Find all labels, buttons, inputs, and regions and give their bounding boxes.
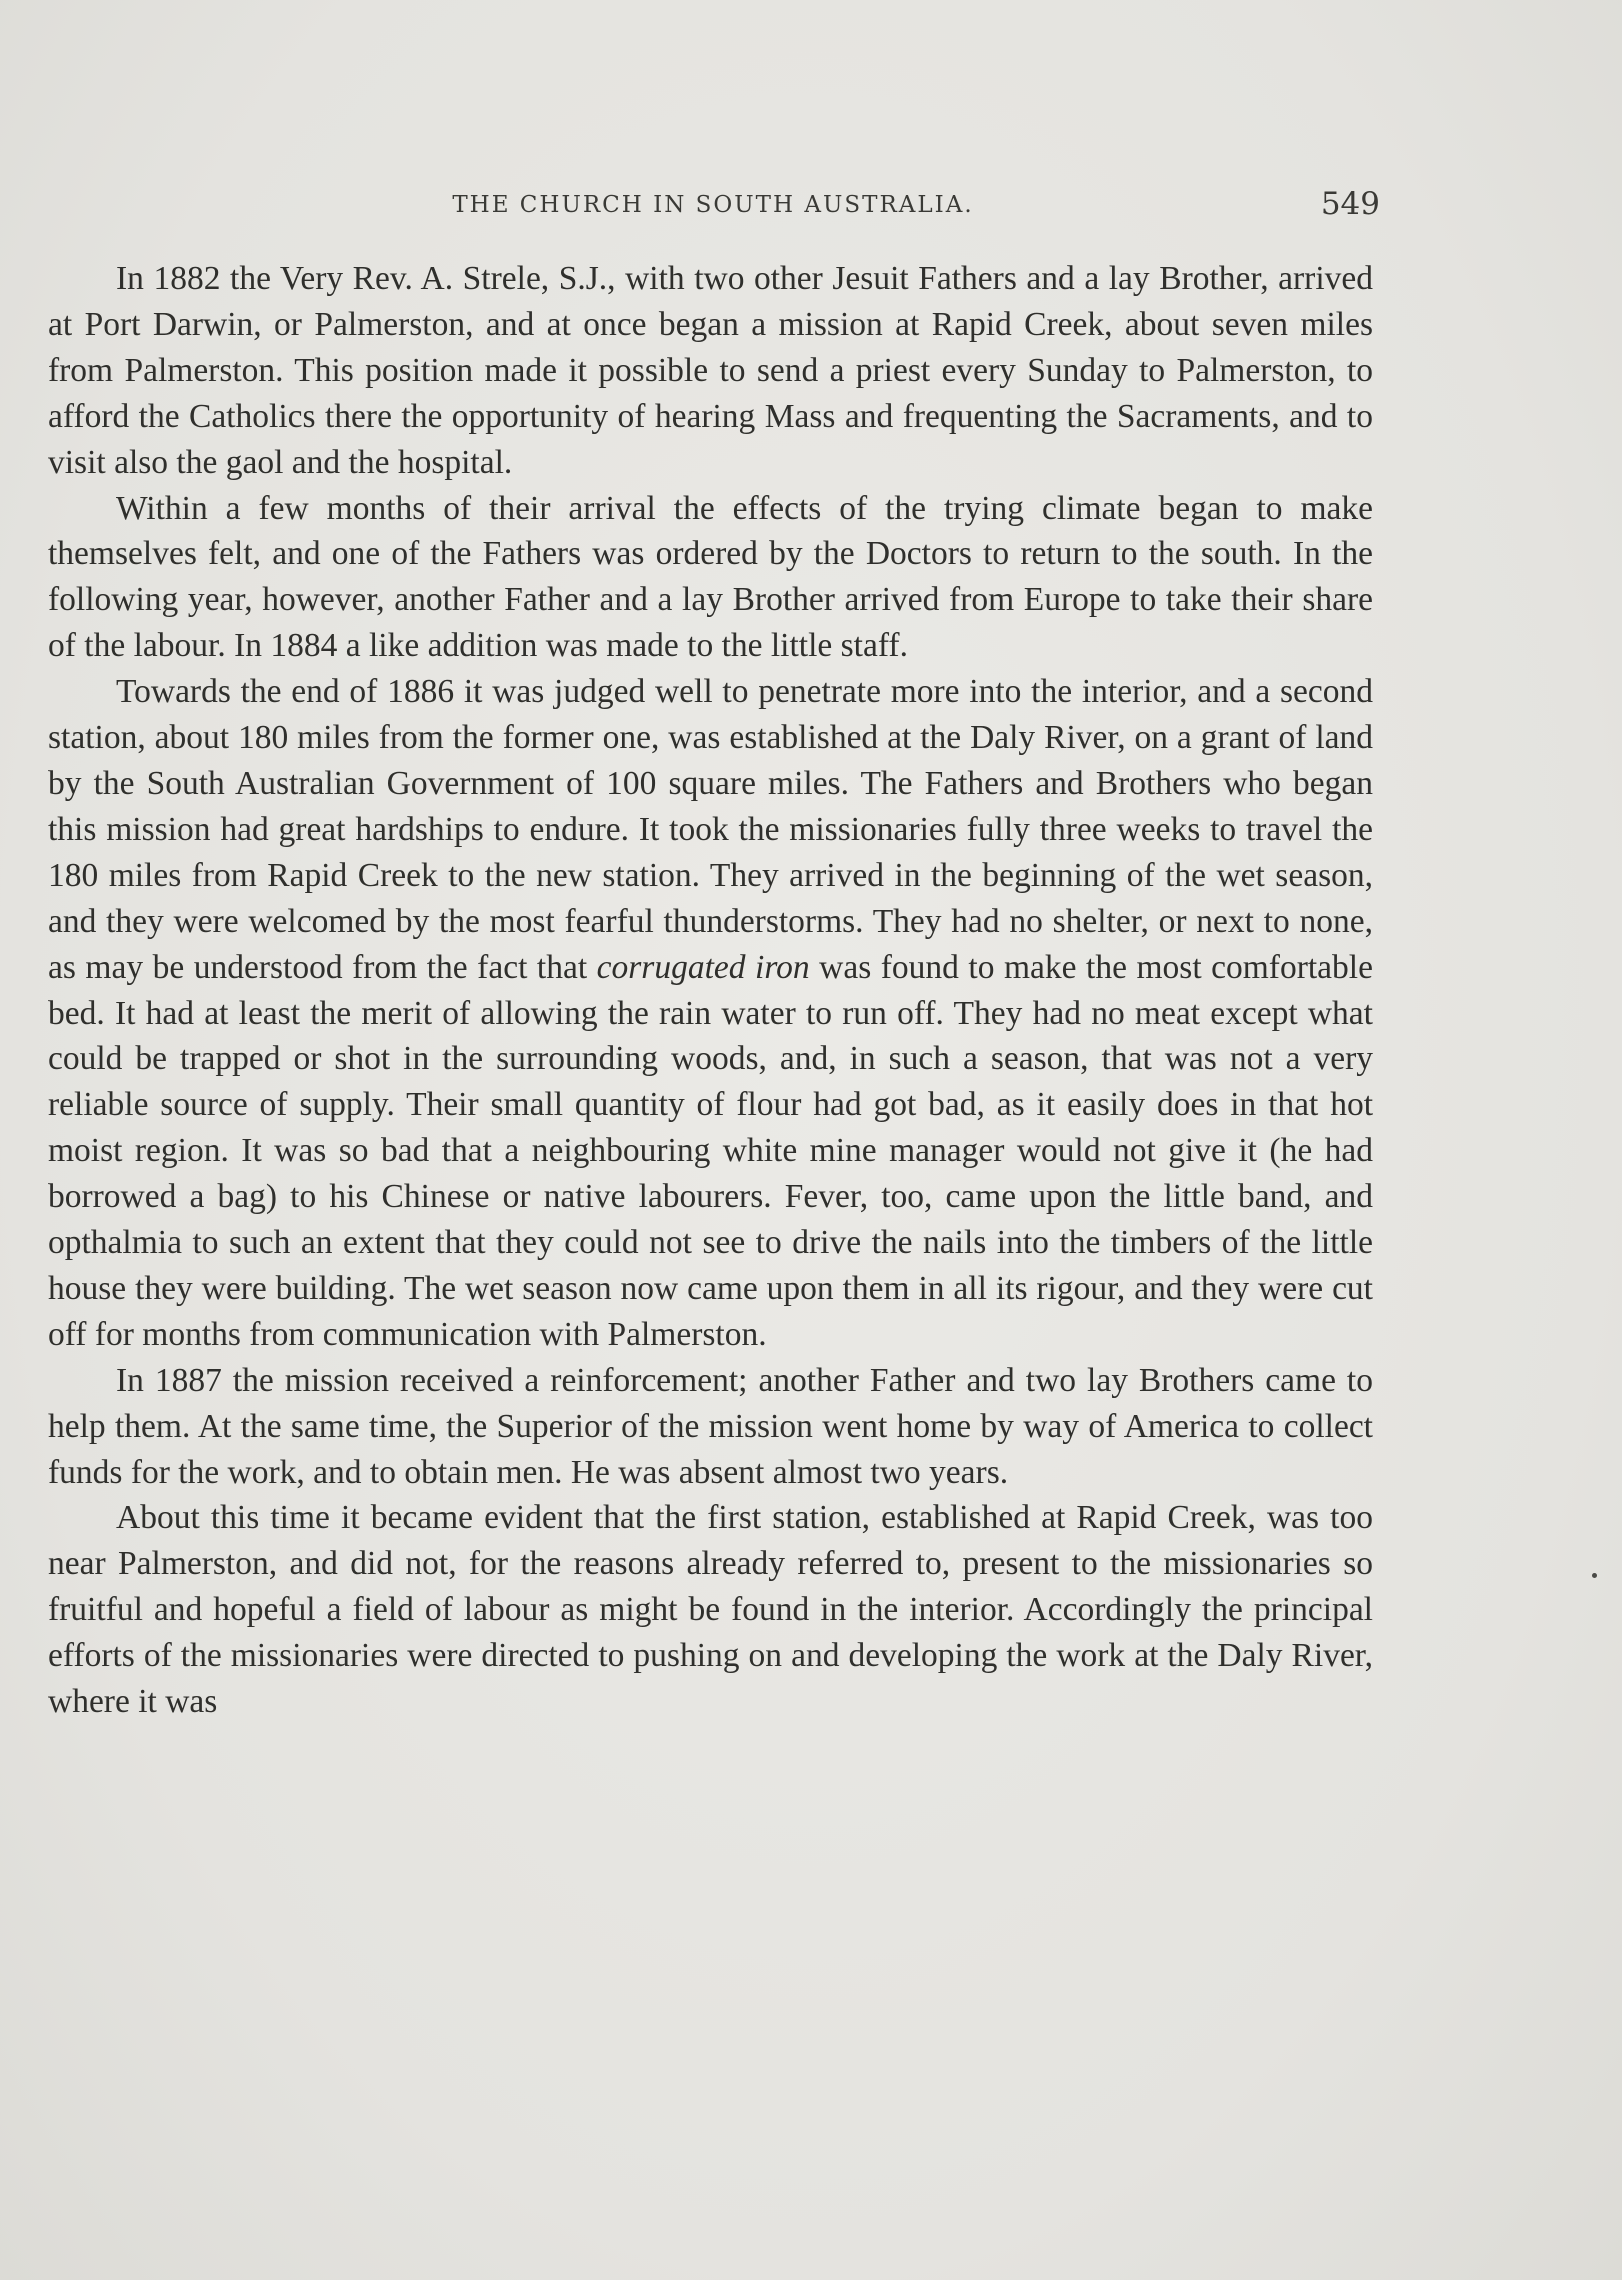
body-text bbox=[48, 256, 1373, 1725]
paragraph-1: In 1882 the Very Rev. A. Strele, S.J., with two other Jesuit Fathers and a lay Brother, arrived at Port Darwin, or Palmerston, and at once began a mission at Rapid Creek, about seven miles from Palmerston. This position made it possible to send a priest every Sunday to Palmerston, to afford the Catholics there the opportunity of hearing Mass and frequenting the Sacraments, and to visit also the gaol and the hospital. bbox=[48, 260, 1373, 481]
page-number: 549 bbox=[1320, 186, 1380, 222]
paragraph-4: In 1887 the mission received a reinforcement; another Father and two lay Brothers came to help them. At the same time, the Superior of the mission went home by way of America to collect funds for the work, and to obtain men. He was absent almost two years. bbox=[48, 1361, 1373, 1491]
italic-phrase: corrugated iron bbox=[596, 948, 810, 986]
paper-speck bbox=[1592, 1573, 1597, 1578]
paragraph-3 bbox=[48, 669, 1373, 1358]
running-title: THE CHURCH IN SOUTH AUSTRALIA. bbox=[452, 192, 974, 218]
running-head bbox=[48, 186, 1378, 226]
paragraph-5: About this time it became evident that the first station, established at Rapid Creek, was too near Palmerston, and did not, for the reasons already referred to, present to the missionaries so fruitful and hopeful a field of labour as might be found in the interior. Accordingly the principal efforts of the missionaries were directed to pushing on and developing the work at the Daly River, where it was bbox=[48, 1499, 1373, 1721]
paragraph-2: Within a few months of their arrival the effects of the trying climate began to make themselves felt, and one of the Fathers was ordered by the Doctors to return to the south. In the following year, however, another Father and a lay Brother arrived from Europe to take their share of the labour. In 1884 a like addition was made to the little staff. bbox=[48, 489, 1373, 665]
paragraph-3-part-1: Towards the end of 1886 it was judged well to penetrate more into the interior, and a second station, about 180 miles from the former one, was established at the Daly River, on a grant of land by the South Australian Government of 100 square miles. The Fathers and Brothers who began this mission had great hardships to endure. It took the missionaries fully three weeks to travel the 180 miles from Rapid Creek to the new station. They arrived in the beginning of the wet season, and they were welcomed by the most fearful thunderstorms. They had no shelter, or next to none, as may be understood from the fact that bbox=[48, 673, 1373, 986]
paragraph-3-part-2: was found to make the most comfortable bed. It had at least the merit of allowing the rain water to run off. They had no meat except what could be trapped or shot in the surrounding woods, and, in such a season, that was not a very reliable source of supply. Their small quantity of flour had got bad, as it easily does in that hot moist region. It was so bad that a neighbouring white mine manager would not give it (he had borrowed a bag) to his Chinese or native labourers. Fever, too, came upon the little band, and opthalmia to such an extent that they could not see to drive the nails into the timbers of the little house they were building. The wet season now came upon them in all its rigour, and they were cut off for months from communication with Palmerston. bbox=[48, 948, 1373, 1353]
